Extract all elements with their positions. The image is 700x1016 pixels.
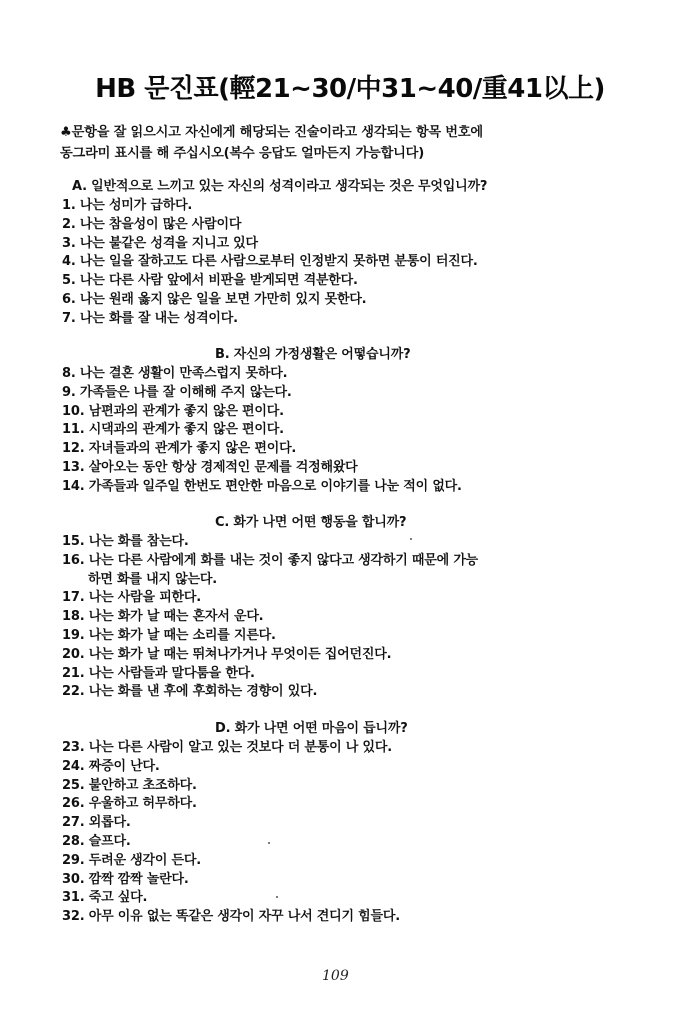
question-item: 22. 나는 화를 낸 후에 후회하는 경향이 있다.	[62, 684, 318, 700]
question-item: 9. 가족들은 나를 잘 이해해 주지 않는다.	[62, 384, 292, 400]
question-item: 31. 죽고 싶다.	[62, 890, 148, 906]
question-item: 11. 시댁과의 관계가 좋지 않은 편이다.	[62, 422, 284, 438]
question-item: 5. 나는 다른 사람 앞에서 비판을 받게되면 격분한다.	[62, 273, 358, 289]
question-item: 20. 나는 화가 날 때는 뛰쳐나가거나 무엇이든 집어던진다.	[62, 646, 392, 662]
question-item: 32. 아무 이유 없는 똑같은 생각이 자꾸 나서 견디기 힘들다.	[62, 909, 400, 925]
question-item: 15. 나는 화를 참는다.	[62, 534, 189, 549]
scan-speck	[276, 896, 278, 898]
question-item: 10. 남편과의 관계가 좋지 않은 편이다.	[62, 403, 284, 419]
question-item: 7. 나는 화를 잘 내는 성격이다.	[62, 310, 238, 326]
question-item: 28. 슬프다.	[62, 833, 131, 849]
question-item: 29. 두려운 생각이 든다.	[62, 852, 202, 868]
question-item: 18. 나는 화가 날 때는 혼자서 운다.	[62, 609, 264, 625]
section-heading: D. 화가 나면 어떤 마음이 듭니까?	[215, 721, 408, 736]
question-item: 16. 나는 다른 사람에게 화를 내는 것이 좋지 않다고 생각하기 때문에 가능	[62, 552, 479, 568]
question-item: 19. 나는 화가 날 때는 소리를 지른다.	[62, 627, 276, 643]
page-number: 109	[322, 968, 349, 984]
question-item: 17. 나는 사람을 피한다.	[62, 590, 202, 606]
question-item: 4. 나는 일을 잘하고도 다른 사람으로부터 인정받지 못하면 분통이 터진다.	[62, 254, 478, 270]
section-heading: C. 화가 나면 어떤 행동을 합니까?	[215, 515, 407, 530]
question-item: 27. 외롭다.	[62, 815, 131, 831]
section-c	[62, 512, 662, 702]
section-d	[62, 718, 662, 927]
question-item: 12. 자녀들과의 관계가 좋지 않은 편이다.	[62, 441, 297, 457]
instruction-line-2: 동그라미 표시를 해 주십시오(복수 응답도 얼마든지 가능합니다)	[60, 146, 425, 161]
question-item: 21. 나는 사람들과 말다툼을 한다.	[62, 665, 255, 681]
scan-speck	[268, 842, 270, 844]
instructions	[60, 122, 660, 164]
section-heading: A. 일반적으로 느끼고 있는 자신의 성격이라고 생각되는 것은 무엇입니까?	[72, 179, 488, 194]
question-item-continuation: 하면 화를 내지 않는다.	[88, 571, 217, 587]
question-item: 30. 깜짝 깜짝 놀란다.	[62, 871, 189, 887]
section-heading: B. 자신의 가정생활은 어떻습니까?	[215, 347, 411, 362]
question-item: 6. 나는 원래 옳지 않은 일을 보면 가만히 있지 못한다.	[62, 291, 367, 307]
question-item: 23. 나는 다른 사람이 알고 있는 것보다 더 분통이 나 있다.	[62, 740, 392, 755]
question-item: 13. 살아오는 동안 항상 경제적인 문제를 걱정해왔다	[62, 459, 358, 475]
question-item: 25. 불안하고 초조하다.	[62, 777, 197, 793]
scan-speck	[410, 538, 412, 540]
question-item: 8. 나는 결혼 생활이 만족스럽지 못하다.	[62, 366, 288, 381]
question-item: 3. 나는 불같은 성격을 지니고 있다	[62, 235, 258, 251]
page-title: HB 문진표(輕21~30/中31~40/重41以上)	[95, 74, 605, 104]
question-item: 2. 나는 참을성이 많은 사람이다	[62, 216, 242, 232]
question-item: 14. 가족들과 일주일 한번도 편안한 마음으로 이야기를 나눈 적이 없다.	[62, 478, 462, 494]
question-item: 26. 우울하고 허무하다.	[62, 796, 197, 812]
question-item: 24. 짜증이 난다.	[62, 758, 160, 774]
instruction-line-1: ♣문항을 잘 읽으시고 자신에게 해당되는 진술이라고 생각되는 항목 번호에	[60, 125, 483, 140]
section-a	[62, 176, 662, 329]
section-b	[62, 344, 662, 497]
question-item: 1. 나는 성미가 급하다.	[62, 198, 193, 213]
